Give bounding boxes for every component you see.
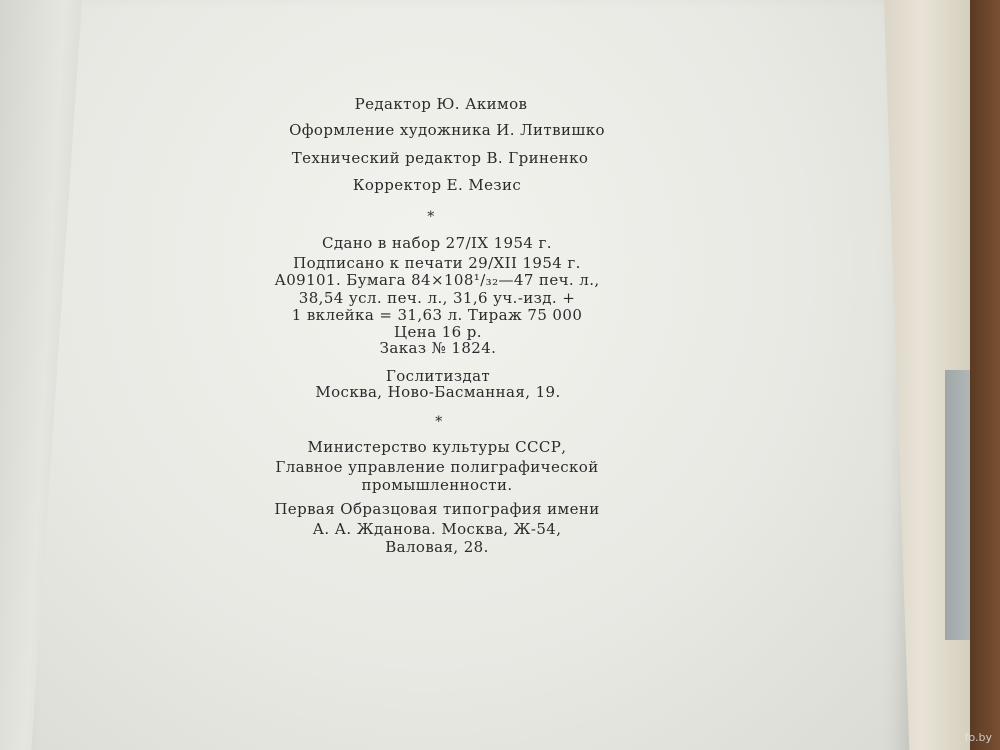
imprint-line: Сдано в набор 27/IX 1954 г.: [322, 234, 552, 252]
publisher-address: Москва, Ново-Басманная, 19.: [315, 383, 561, 401]
separator-star: *: [435, 414, 443, 430]
printer-line: А. А. Жданова. Москва, Ж-54,: [312, 520, 562, 538]
imprint-line: А09101. Бумага 84×108¹/₃₂—47 печ. л.,: [274, 271, 600, 289]
ministry-line: Министерство культуры СССР,: [307, 438, 567, 456]
credit-design: Оформление художника И. Литвишко: [289, 121, 605, 139]
printer-line: Первая Образцовая типография имени: [274, 500, 600, 518]
ministry-line: Главное управление полиграфической: [275, 458, 599, 476]
ministry-line: промышленности.: [361, 476, 513, 494]
credit-tech-editor: Технический редактор В. Гриненко: [291, 149, 589, 167]
imprint-line: Подписано к печати 29/XII 1954 г.: [293, 254, 581, 272]
imprint-order: Заказ № 1824.: [379, 339, 497, 357]
separator-star: *: [427, 209, 435, 225]
watermark-text: fo.by: [964, 731, 992, 744]
imprint-line: 38,54 усл. печ. л., 31,6 уч.-изд. +: [298, 289, 576, 307]
publisher-name: Гослитиздат: [385, 367, 491, 385]
credit-proofreader: Корректор Е. Мезис: [352, 176, 522, 194]
imprint-line: 1 вклейка = 31,63 л. Тираж 75 000: [291, 306, 583, 324]
imprint-price: Цена 16 р.: [394, 323, 482, 341]
printer-line: Валовая, 28.: [385, 538, 489, 556]
credit-editor: Редактор Ю. Акимов: [354, 95, 528, 113]
